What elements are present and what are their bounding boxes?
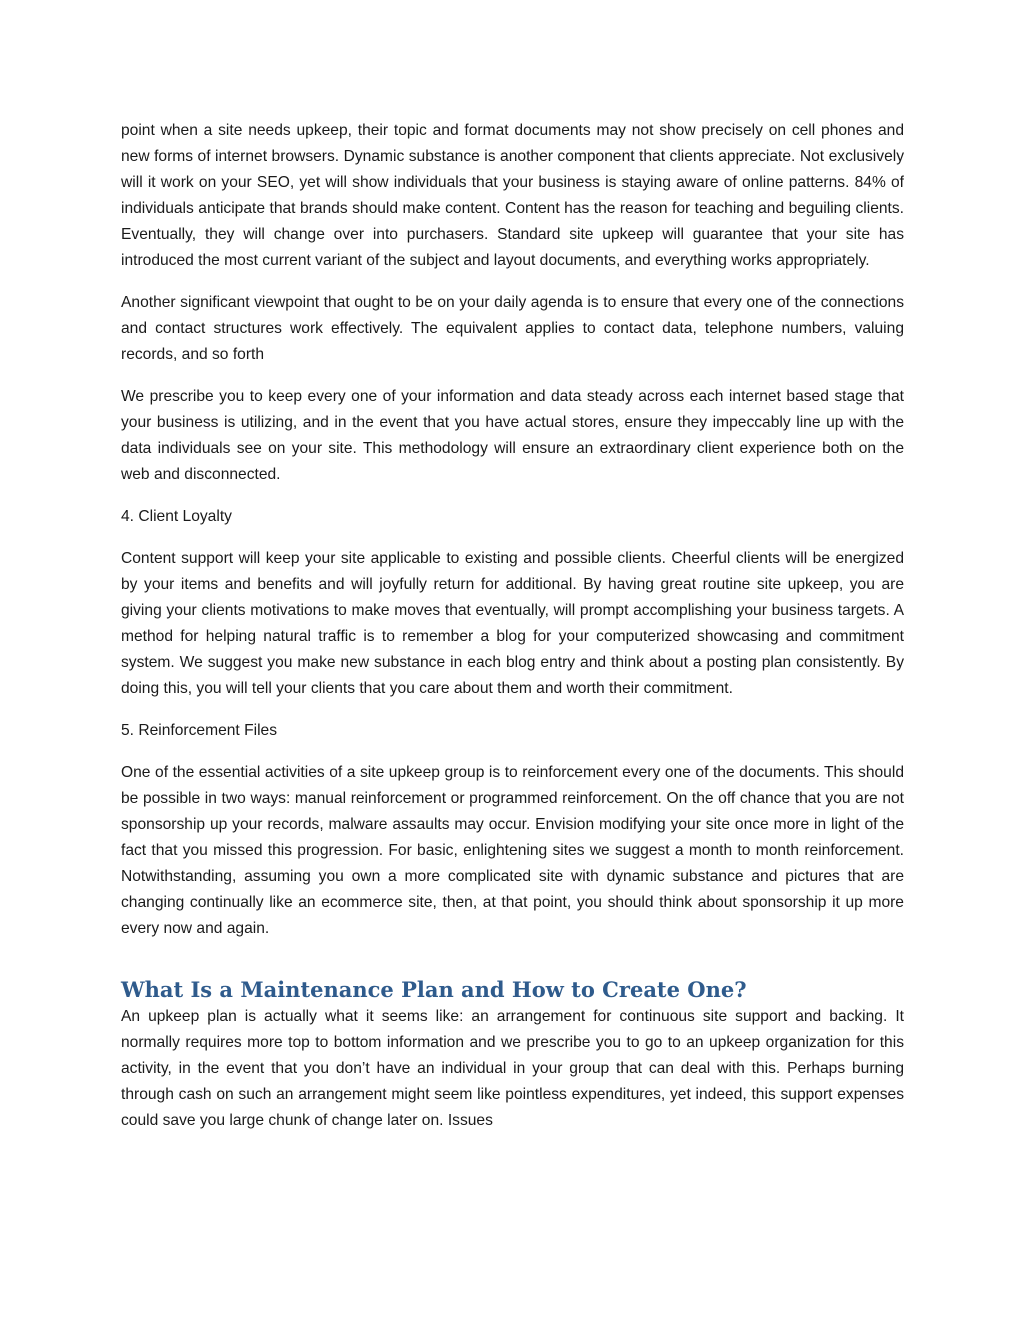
section-label-reinforcement-files: 5. Reinforcement Files — [121, 722, 277, 739]
paragraph-data-consistency: We prescribe you to keep every one of your information and data steady across each internet based stage that your business is utilizing, and in the event that you have actual stores, ensure they impeccably line up with the data individuals see on your site. This methodology will ensure an extraordinary client experience both on the web and disconnected. — [121, 388, 904, 483]
paragraph-maintenance-plan: An upkeep plan is actually what it seems like: an arrangement for continuous site support and backing. It normally requires more top to bottom information and we prescribe you to go to an upkeep organization for this activity, in the event that you don’t have an individual in your group that can deal with this. Perhaps burning through cash on such an arrangement might seem like pointless expenditures, yet indeed, this support expenses could save you large chunk of change later on. Issues — [121, 1008, 904, 1129]
section-label-client-loyalty: 4. Client Loyalty — [121, 508, 232, 525]
paragraph-connections: Another significant viewpoint that ought to be on your daily agenda is to ensure that every one of the connections and contact structures work effectively. The equivalent applies to contact data, telephone numbers, valuing records, and so forth — [121, 294, 904, 363]
paragraph-client-loyalty: Content support will keep your site applicable to existing and possible clients. Cheerful clients will be energized by your items and benefits and will joyfully return for additional. By having great routine site upkeep, you are giving your clients motivations to make moves that eventually, will prompt accomplishing your business targets. A method for helping natural traffic is to remember a blog for your computerized showcasing and commitment system. We suggest you make new substance in each blog entry and think about a posting plan consistently. By doing this, you will tell your clients that you care about them and worth their commitment. — [121, 550, 904, 697]
section-heading-maintenance-plan: What Is a Maintenance Plan and How to Create One? — [121, 977, 747, 1002]
paragraph-reinforcement-files: One of the essential activities of a site upkeep group is to reinforcement every one of the documents. This should be possible in two ways: manual reinforcement or programmed reinforcement. On the off chance that you are not sponsorship up your records, malware assaults may occur. Envision modifying your site once more in light of the fact that you missed this progression. For basic, enlightening sites we suggest a month to month reinforcement. Notwithstanding, assuming you own a more complicated site with dynamic substance and pictures that are changing continually like an ecommerce site, then, at that point, you should think about sponsorship it up more every now and again. — [121, 764, 904, 937]
document-page — [121, 118, 904, 1150]
paragraph-site-upkeep: point when a site needs upkeep, their topic and format documents may not show precisely on cell phones and new forms of internet browsers. Dynamic substance is another component that clients appreciate. Not exclusively will it work on your SEO, yet will show individuals that your business is staying aware of online patterns. 84% of individuals anticipate that brands should make content. Content has the reason for teaching and beguiling clients. Eventually, they will change over into purchasers. Standard site upkeep will guarantee that your site has introduced the most current variant of the subject and layout documents, and everything works appropriately. — [121, 122, 904, 269]
